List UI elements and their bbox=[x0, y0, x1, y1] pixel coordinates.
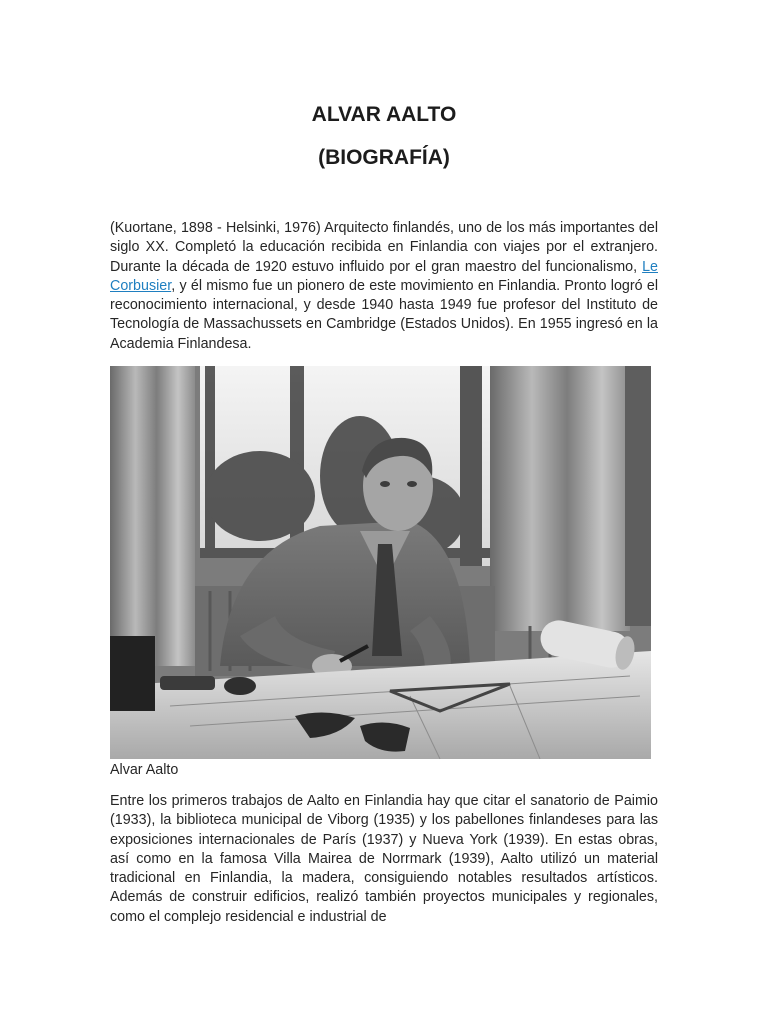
body-paragraph: Entre los primeros trabajos de Aalto en Finlandia hay que citar el sanatorio de Paimio (1933), la biblioteca municipal de Viborg (1935) y los pabellones finlandeses para las exposiciones internacionales de París (1937) y Nueva York (1939). En estas obras, así como en la famosa Villa Mairea de Norrmark (1939), Aalto utilizó un material tradicional en Finlandia, la madera, consiguiendo notables resultados artísticos. Además de construir edificios, realizó también proyectos municipales y regionales, como el complejo residencial e industrial de bbox=[110, 793, 658, 925]
le-corbusier-link[interactable]: Le Corbusier bbox=[110, 258, 658, 294]
photo-caption: Alvar Aalto bbox=[110, 762, 179, 778]
intro-text-end: , y él mismo fue un pionero de este movimiento en Finlandia. Pronto logró el reconocimiento internacional, y desde 1940 hasta 1949 fue profesor del Instituto de Tecnología de Massachussets en Cambridge (Estados Unidos). En 1955 ingresó en la Academia Finlandesa. bbox=[110, 277, 658, 352]
page-title: ALVAR AALTO bbox=[311, 103, 457, 126]
intro-text-start: (Kuortane, 1898 - Helsinki, 1976) Arquitecto finlandés, uno de los más importantes del siglo XX. Completó la educación recibida en Finlandia con viajes por el extranjero. Durante la década de 1920 estuvo influido por el gran maestro del funcionalismo, bbox=[110, 220, 658, 275]
page-subtitle: (BIOGRAFÍA) bbox=[318, 146, 450, 169]
portrait-photo bbox=[110, 366, 651, 759]
intro-paragraph bbox=[110, 219, 658, 354]
